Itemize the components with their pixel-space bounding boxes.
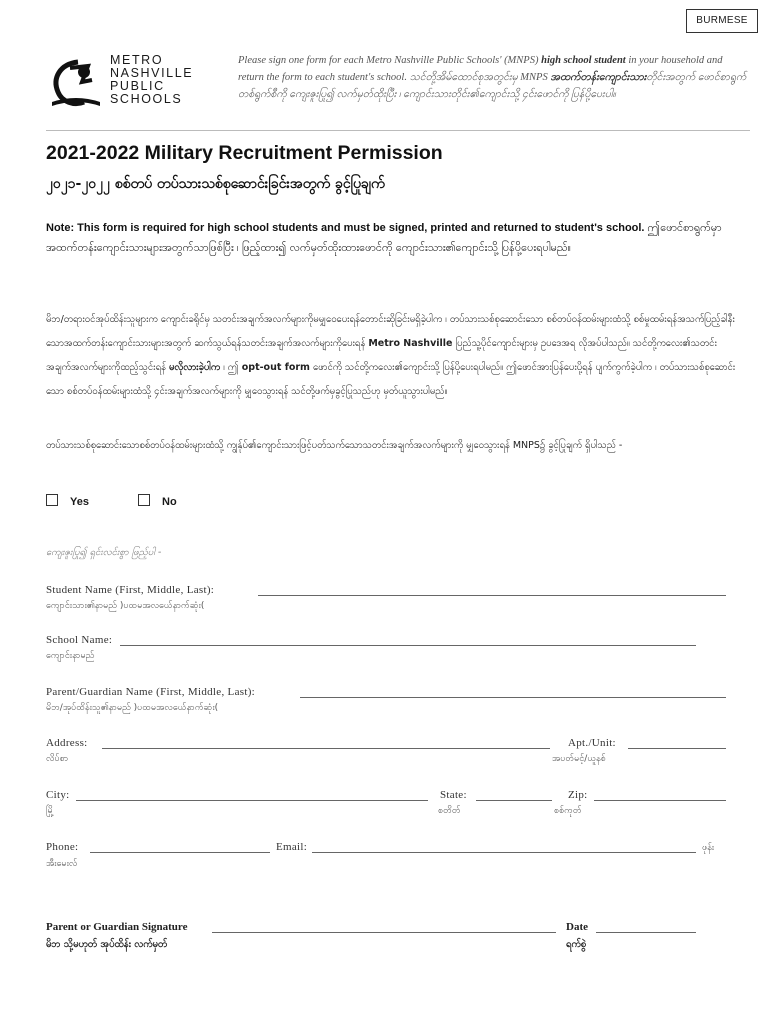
phone-field[interactable] <box>90 852 270 853</box>
phone-label: Phone: <box>46 841 79 853</box>
zip-field[interactable] <box>594 800 726 801</box>
student-name-label-mm: ကျောင်းသား၏နာမည် )ပထမအလယ်ေနာက်ဆုံး( <box>46 601 205 611</box>
city-label: City: <box>46 789 70 801</box>
date-field[interactable] <box>596 932 696 933</box>
address-field[interactable] <box>102 748 550 749</box>
email-label-mm: ဖုန်း <box>702 843 715 853</box>
parent-name-label: Parent/Guardian Name (First, Middle, Last): <box>46 686 256 698</box>
intro-part: Please sign one form for each Metro Nashville Public Schools' (MNPS) <box>238 55 542 66</box>
logo-text <box>110 54 193 106</box>
logo-line: METRO <box>110 53 164 67</box>
state-label-mm: စတိတ် <box>438 806 461 816</box>
intro-burmese-bold: အထက်တန်းကျောင်းသား <box>550 72 647 83</box>
date-label-mm: ရက်စွဲ <box>566 939 587 950</box>
logo-line: NASHVILLE <box>110 66 194 80</box>
intro-part: in your household and return the form to each student's school. <box>238 55 723 83</box>
page-title: 2021-2022 Military Recruitment Permission <box>46 142 443 164</box>
note-burmese: ဤဖောင်စာရွက်မှာ အထက်တန်းကျောင်းသားများအတွက်သာဖြစ်ပြီး ၊ ဖြည့်ထား၍ လက်မှတ်ထိုးထားဖောင်ကို ကျောင်းသား၏ကျောင်းသို့ ပြန်ပို့ပေးရပါမည်။ <box>46 222 722 254</box>
date-label: Date <box>566 921 588 933</box>
fill-instruction: ကျေးဇူးပြု၍ ရှင်းလင်းစွာ ဖြည့်ပါ - <box>46 547 162 558</box>
yes-label: Yes <box>70 496 89 508</box>
mnps-logo-icon <box>48 58 106 110</box>
intro-burmese: သင်တို့အိမ်ထောင်စုအတွင်းမှ MNPS <box>409 72 551 83</box>
student-name-field[interactable] <box>258 595 726 596</box>
language-badge: BURMESE <box>686 9 758 33</box>
no-label: No <box>162 496 177 508</box>
email-field[interactable] <box>312 852 696 853</box>
student-name-label: Student Name (First, Middle, Last): <box>46 584 215 596</box>
signature-field[interactable] <box>212 932 556 933</box>
para-text: မိဘ/တရားဝင်အုပ်ထိန်းသူများက ကျောင်းခရိုင်မှ သတင်းအချက်အလက်များကိုမမျှဝေပေးရန်တောင်းဆိုခြင်းမရှိခဲ့ပါက ၊ တပ်သားသစ်စုဆောင်းသော စစ်တပ်ဝန်ထမ်းများထံသို့ စစ်မှုထမ်းရန်အသက်ပြည့်ခါနီးသောအထက်တန်းကျောင်းသားများအတွက် ဆက်သွယ်ရန်သတင်းအချက်အလက်များကိုပေးရန် <box>46 314 735 349</box>
logo-line: SCHOOLS <box>110 92 183 106</box>
page-subtitle: ၂၀၂၁-၂၀၂၂ စစ်တပ် တပ်သားသစ်စုဆောင်းခြင်းအတွက် ခွင့်ပြုချက် <box>46 176 385 192</box>
no-option[interactable] <box>138 494 177 508</box>
para-bold: မလိုလားခဲ့ပါက <box>168 362 221 373</box>
school-name-label-mm: ကျောင်းနာမည် <box>46 651 95 661</box>
signature-label-mm: မိဘ သို့မဟုတ် အုပ်ထိန်း လက်မှတ် <box>46 939 168 950</box>
intro-burmese: တိုင်းအတွက် ဖောင်စာရွက်တစ်ရွက်စီကို ကျေးဇူးပြု၍ လက်မှတ်ထိုးပြီး ၊ ကျောင်းသားတိုင်း၏ကျောင်းသို့ ၄င်းဖောင်ကို ပြန်ပို့ပေးပါ။ <box>238 72 747 100</box>
state-label: State: <box>440 789 467 801</box>
para-bold: opt-out form <box>241 362 310 373</box>
logo-line: PUBLIC <box>110 79 165 93</box>
signature-label: Parent or Guardian Signature <box>46 921 188 933</box>
school-name-label: School Name: <box>46 634 113 646</box>
phone-label-mm: အီးမေးလ် <box>46 859 78 869</box>
address-label: Address: <box>46 737 88 749</box>
note-text <box>46 218 736 258</box>
parent-name-label-mm: မိဘ/အုပ်ထိန်းသူ၏နာမည် )ပထမအလယ်ေနာက်ဆုံး( <box>46 703 219 713</box>
email-label: Email: <box>276 841 308 853</box>
opt-out-paragraph <box>46 308 736 404</box>
para-text: ၊ ဤ <box>220 362 242 373</box>
zip-label-mm: စစ်ကုတ် <box>554 806 582 816</box>
school-name-field[interactable] <box>120 645 696 646</box>
city-label-mm: မြို့ <box>46 806 55 816</box>
no-checkbox[interactable] <box>138 494 150 506</box>
para-text: ပြည်သူ့ပိုင်ကျောင်းများမှ ဥပဒေအရ လိုအပ်ပါသည်။ သင်တို့ကလေး၏သတင်းအချက်အလက်များကိုထည့်သွင်းရန် <box>46 338 717 373</box>
note-bold: Note: This form is required for high school students and must be signed, printed and returned to student's school. <box>46 222 645 234</box>
para-bold: Metro Nashville <box>368 338 453 349</box>
permission-paragraph: တပ်သားသစ်စုဆောင်းသောစစ်တပ်ဝန်ထမ်းများထံသို့ ကျွန်ုပ်၏ကျောင်းသားဖြင့်ပတ်သက်သောသတင်းအချက်အလက်များကို မျှဝေသွားရန် MNPS၌ ခွင့်ပြုချက် ရှိပါသည် - <box>46 440 623 451</box>
zip-label: Zip: <box>568 789 588 801</box>
para-text: ဖောင်ကို သင်တို့ကလေး၏ကျောင်းသို့ ပြန်ပို့ပေးရပါမည်။ ဤဖောင်အားပြန်ပေးပို့ရန် ပျက်ကွက်ခဲ့ပါက ၊ တပ်သားသစ်စုဆောင်းသော စစ်တပ်ဝန်ထမ်းများထံသို့ ၄င်းအချက်အလက်များကို မျှဝေသွားရန် သင်တို့ဖက်မှခွင့်ပြုသည်ဟု မှတ်ယူသွားပါမည်။ <box>46 362 736 397</box>
city-field[interactable] <box>76 800 428 801</box>
address-label-mm: လိပ်စာ <box>46 754 69 764</box>
parent-name-field[interactable] <box>300 697 726 698</box>
header-divider <box>46 130 750 131</box>
intro-text <box>238 52 748 103</box>
apt-field[interactable] <box>628 748 726 749</box>
state-field[interactable] <box>476 800 552 801</box>
apt-label: Apt./Unit: <box>568 737 616 749</box>
yes-option[interactable] <box>46 494 89 508</box>
yes-checkbox[interactable] <box>46 494 58 506</box>
intro-bold: high school student <box>541 55 626 66</box>
apt-label-mm: အပတ်မင့်/ယူနစ် <box>552 754 606 764</box>
